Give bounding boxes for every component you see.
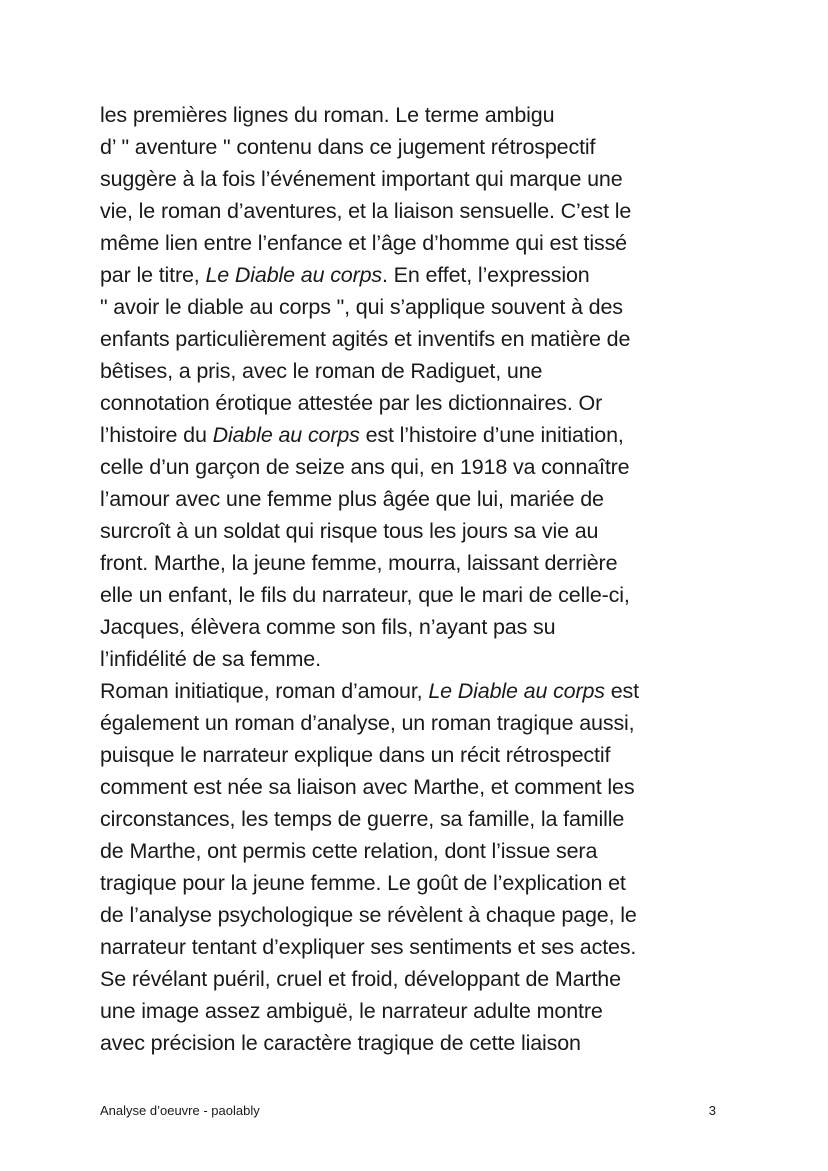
text-segment: celle d’un garçon de seize ans qui, en 1918 va connaître — [100, 455, 630, 479]
text-line — [100, 867, 740, 899]
text-segment: puisque le narrateur explique dans un récit rétrospectif — [100, 743, 611, 767]
page-number: 3 — [708, 1103, 716, 1118]
text-segment: narrateur tentant d’expliquer ses sentiments et ses actes. — [100, 935, 637, 959]
text-line — [100, 739, 740, 771]
text-segment: Jacques, élèvera comme son fils, n’ayant pas su — [100, 615, 556, 639]
text-segment: les premières lignes du roman. Le terme ambigu — [100, 103, 555, 127]
text-line — [100, 259, 740, 291]
text-segment: une image assez ambiguë, le narrateur adulte montre — [100, 999, 603, 1023]
book-title: Diable au corps — [212, 423, 360, 447]
text-line — [100, 387, 740, 419]
text-line — [100, 931, 740, 963]
text-line — [100, 131, 740, 163]
text-segment: Roman initiatique, roman d’amour, — [100, 679, 429, 703]
text-segment: même lien entre l’enfance et l’âge d’homme qui est tissé — [100, 231, 627, 255]
book-title: Le Diable au corps — [428, 679, 605, 703]
text-line — [100, 771, 740, 803]
text-segment: également un roman d’analyse, un roman tragique aussi, — [100, 711, 635, 735]
text-segment: connotation érotique attestée par les dictionnaires. Or — [100, 391, 603, 415]
text-line — [100, 1027, 740, 1059]
text-segment: elle un enfant, le fils du narrateur, que le mari de celle-ci, — [100, 583, 630, 607]
text-line — [100, 291, 740, 323]
text-segment: bêtises, a pris, avec le roman de Radiguet, une — [100, 359, 543, 383]
text-segment: par le titre, — [100, 263, 206, 287]
text-line — [100, 483, 740, 515]
footer-title: Analyse d’oeuvre - paolably — [100, 1103, 260, 1118]
text-segment: l’histoire du — [100, 423, 213, 447]
text-segment: enfants particulièrement agités et inventifs en matière de — [100, 327, 631, 351]
text-line — [100, 419, 740, 451]
text-segment: est — [604, 679, 639, 703]
text-line — [100, 707, 740, 739]
text-line — [100, 547, 740, 579]
book-title: Le Diable au corps — [205, 263, 383, 287]
text-line — [100, 899, 740, 931]
text-line — [100, 515, 740, 547]
text-line — [100, 451, 740, 483]
text-segment: . En effet, l’expression — [382, 263, 590, 287]
text-segment: avec précision le caractère tragique de cette liaison — [100, 1031, 581, 1055]
text-segment: suggère à la fois l’événement important qui marque une — [100, 167, 623, 191]
body-text — [100, 99, 740, 1059]
text-segment: l’amour avec une femme plus âgée que lui, mariée de — [100, 487, 604, 511]
text-segment: vie, le roman d’aventures, et la liaison sensuelle. C’est le — [100, 199, 632, 223]
text-line — [100, 355, 740, 387]
text-segment: Se révélant puéril, cruel et froid, développant de Marthe — [100, 967, 621, 991]
text-line — [100, 963, 740, 995]
text-line — [100, 579, 740, 611]
text-segment: circonstances, les temps de guerre, sa famille, la famille — [100, 807, 625, 831]
text-line — [100, 803, 740, 835]
text-segment: est l’histoire d’une initiation, — [359, 423, 624, 447]
text-line — [100, 995, 740, 1027]
text-line — [100, 99, 740, 131]
text-segment: l’infidélité de sa femme. — [100, 647, 321, 671]
text-segment: front. Marthe, la jeune femme, mourra, laissant derrière — [100, 551, 618, 575]
text-segment: surcroît à un soldat qui risque tous les jours sa vie au — [100, 519, 599, 543]
text-segment: tragique pour la jeune femme. Le goût de l’explication et — [100, 871, 626, 895]
text-line — [100, 163, 740, 195]
text-line — [100, 675, 740, 707]
text-segment: " avoir le diable au corps ", qui s’applique souvent à des — [100, 295, 623, 319]
text-line — [100, 643, 740, 675]
text-segment: comment est née sa liaison avec Marthe, et comment les — [100, 775, 635, 799]
text-segment: de l’analyse psychologique se révèlent à chaque page, le — [100, 903, 637, 927]
text-segment: de Marthe, ont permis cette relation, dont l’issue sera — [100, 839, 598, 863]
text-line — [100, 227, 740, 259]
text-line — [100, 195, 740, 227]
text-segment: d’ " aventure " contenu dans ce jugement rétrospectif — [100, 135, 596, 159]
text-line — [100, 323, 740, 355]
text-line — [100, 611, 740, 643]
text-line — [100, 835, 740, 867]
